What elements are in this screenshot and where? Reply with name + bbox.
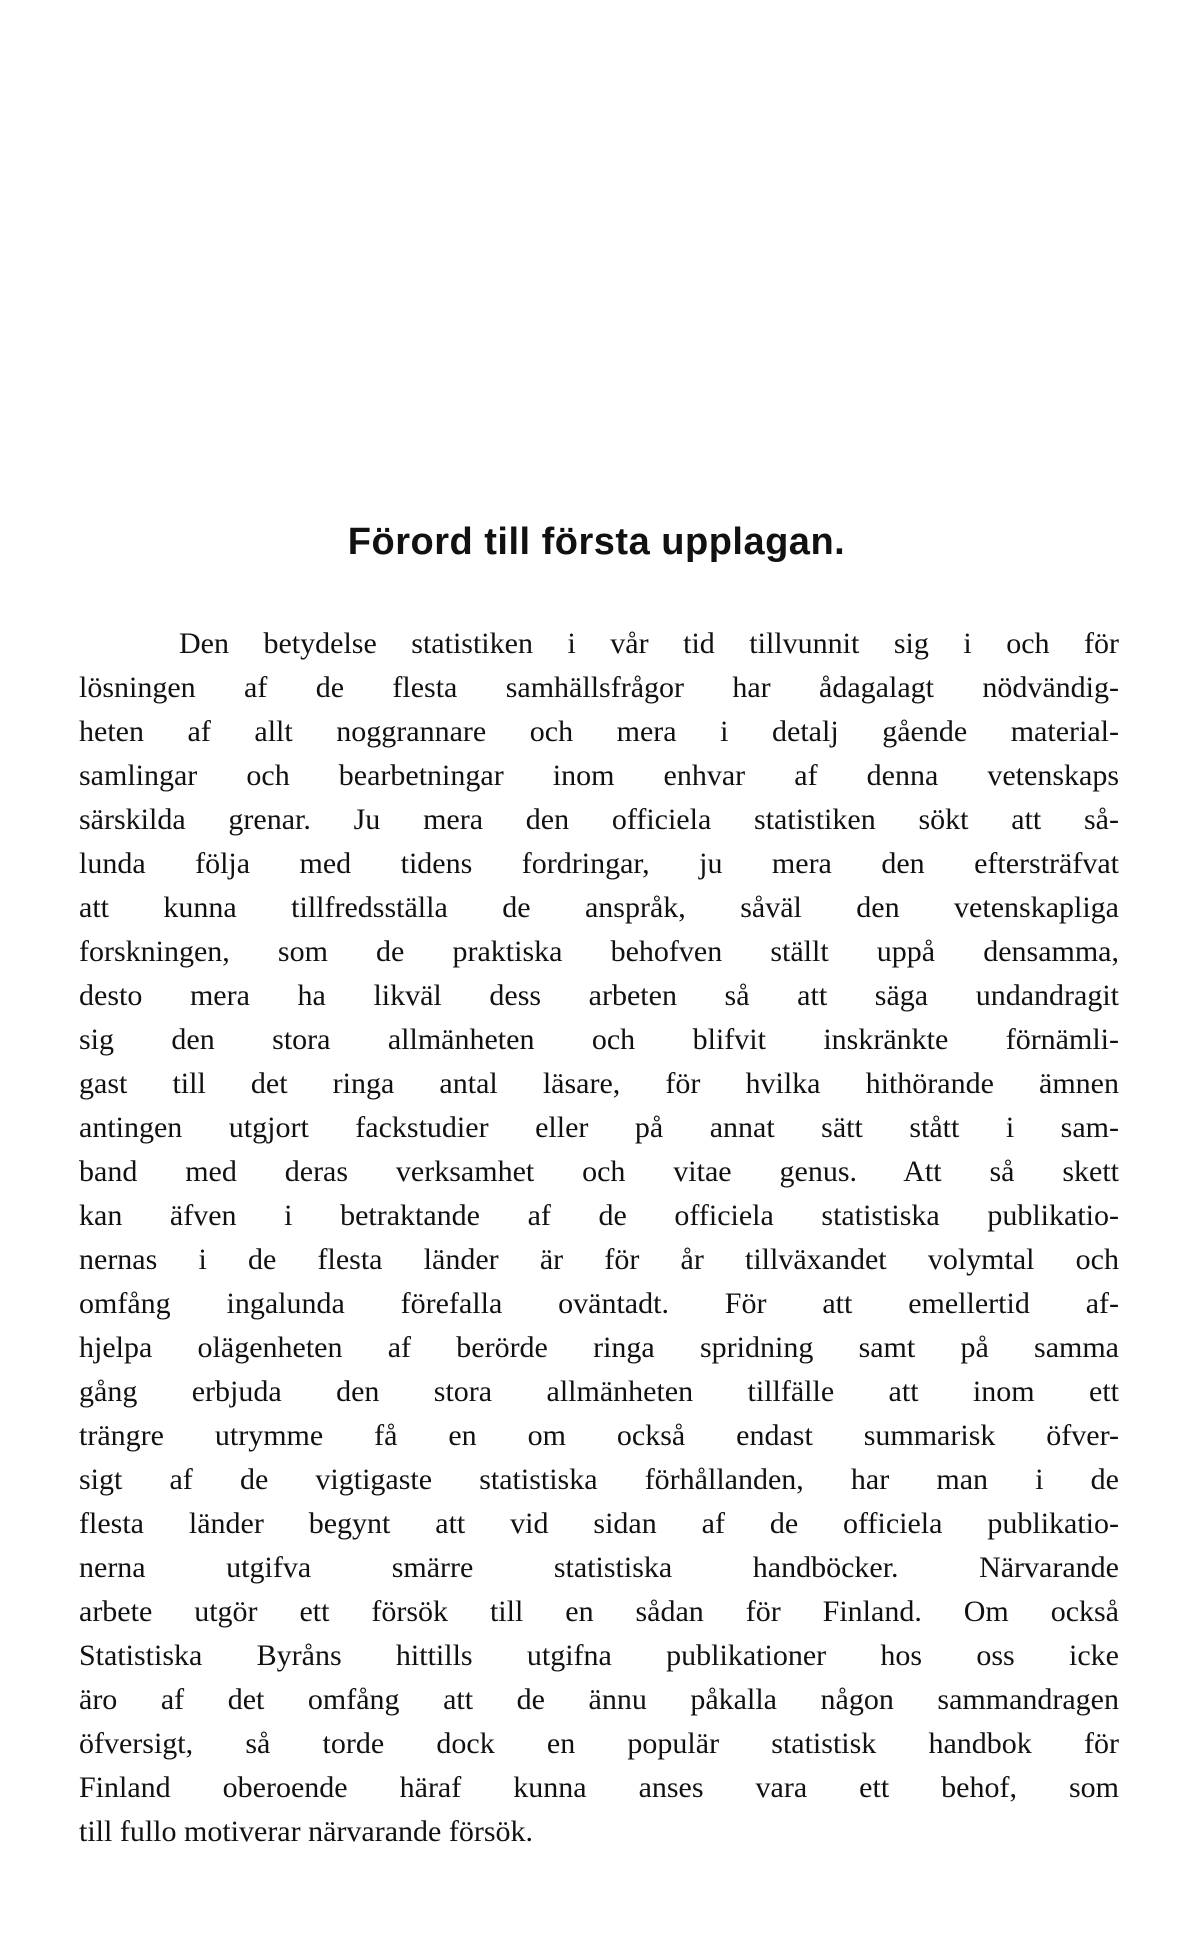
text-line: Den betydelse statistiken i vår tid tillvunnit sig i och för: [179, 627, 1119, 660]
page-title: Förord till första upplagan.: [347, 521, 846, 563]
text-line: Statistiska Byråns hittills utgifna publikationer hos oss icke: [79, 1639, 1119, 1672]
text-line: till fullo motiverar närvarande försök.: [79, 1815, 534, 1848]
text-line: heten af allt noggrannare och mera i detalj gående material-: [79, 715, 1119, 748]
text-line: hjelpa olägenheten af berörde ringa spridning samt på samma: [79, 1331, 1119, 1364]
text-line: band med deras verksamhet och vitae genus. Att så skett: [79, 1155, 1119, 1188]
text-line: samlingar och bearbetningar inom enhvar af denna vetenskaps: [79, 759, 1119, 792]
text-line: sigt af de vigtigaste statistiska förhållanden, har man i de: [79, 1463, 1119, 1496]
text-line: sig den stora allmänheten och blifvit inskränkte förnämli-: [79, 1023, 1119, 1056]
text-line: nerna utgifva smärre statistiska handböcker. Närvarande: [79, 1551, 1119, 1584]
text-line: gast till det ringa antal läsare, för hvilka hithörande ämnen: [79, 1067, 1119, 1100]
text-line: Finland oberoende häraf kunna anses vara ett behof, som: [79, 1771, 1119, 1804]
text-line: flesta länder begynt att vid sidan af de officiela publikatio-: [79, 1507, 1119, 1540]
text-line: lunda följa med tidens fordringar, ju mera den eftersträfvat: [79, 847, 1119, 880]
text-line: äro af det omfång att de ännu påkalla någon sammandragen: [79, 1683, 1119, 1716]
text-line: gång erbjuda den stora allmänheten tillfälle att inom ett: [79, 1375, 1119, 1408]
text-line: trängre utrymme få en om också endast summarisk öfver-: [79, 1419, 1119, 1452]
text-line: öfversigt, så torde dock en populär statistisk handbok för: [79, 1727, 1119, 1760]
text-line: desto mera ha likväl dess arbeten så att säga undandragit: [79, 979, 1119, 1012]
text-line: lösningen af de flesta samhällsfrågor har ådagalagt nödvändig-: [79, 671, 1119, 704]
text-line: särskilda grenar. Ju mera den officiela statistiken sökt att så-: [79, 803, 1119, 836]
text-line: antingen utgjort fackstudier eller på annat sätt stått i sam-: [79, 1111, 1119, 1144]
text-line: att kunna tillfredsställa de anspråk, såväl den vetenskapliga: [79, 891, 1119, 924]
body-paragraph: [79, 622, 1119, 1854]
text-line: forskningen, som de praktiska behofven ställt uppå densamma,: [79, 935, 1119, 968]
text-line: omfång ingalunda förefalla oväntadt. För att emellertid af-: [79, 1287, 1119, 1320]
text-line: arbete utgör ett försök till en sådan för Finland. Om också: [79, 1595, 1119, 1628]
text-line: kan äfven i betraktande af de officiela statistiska publikatio-: [79, 1199, 1119, 1232]
text-line: nernas i de flesta länder är för år tillväxandet volymtal och: [79, 1243, 1119, 1276]
